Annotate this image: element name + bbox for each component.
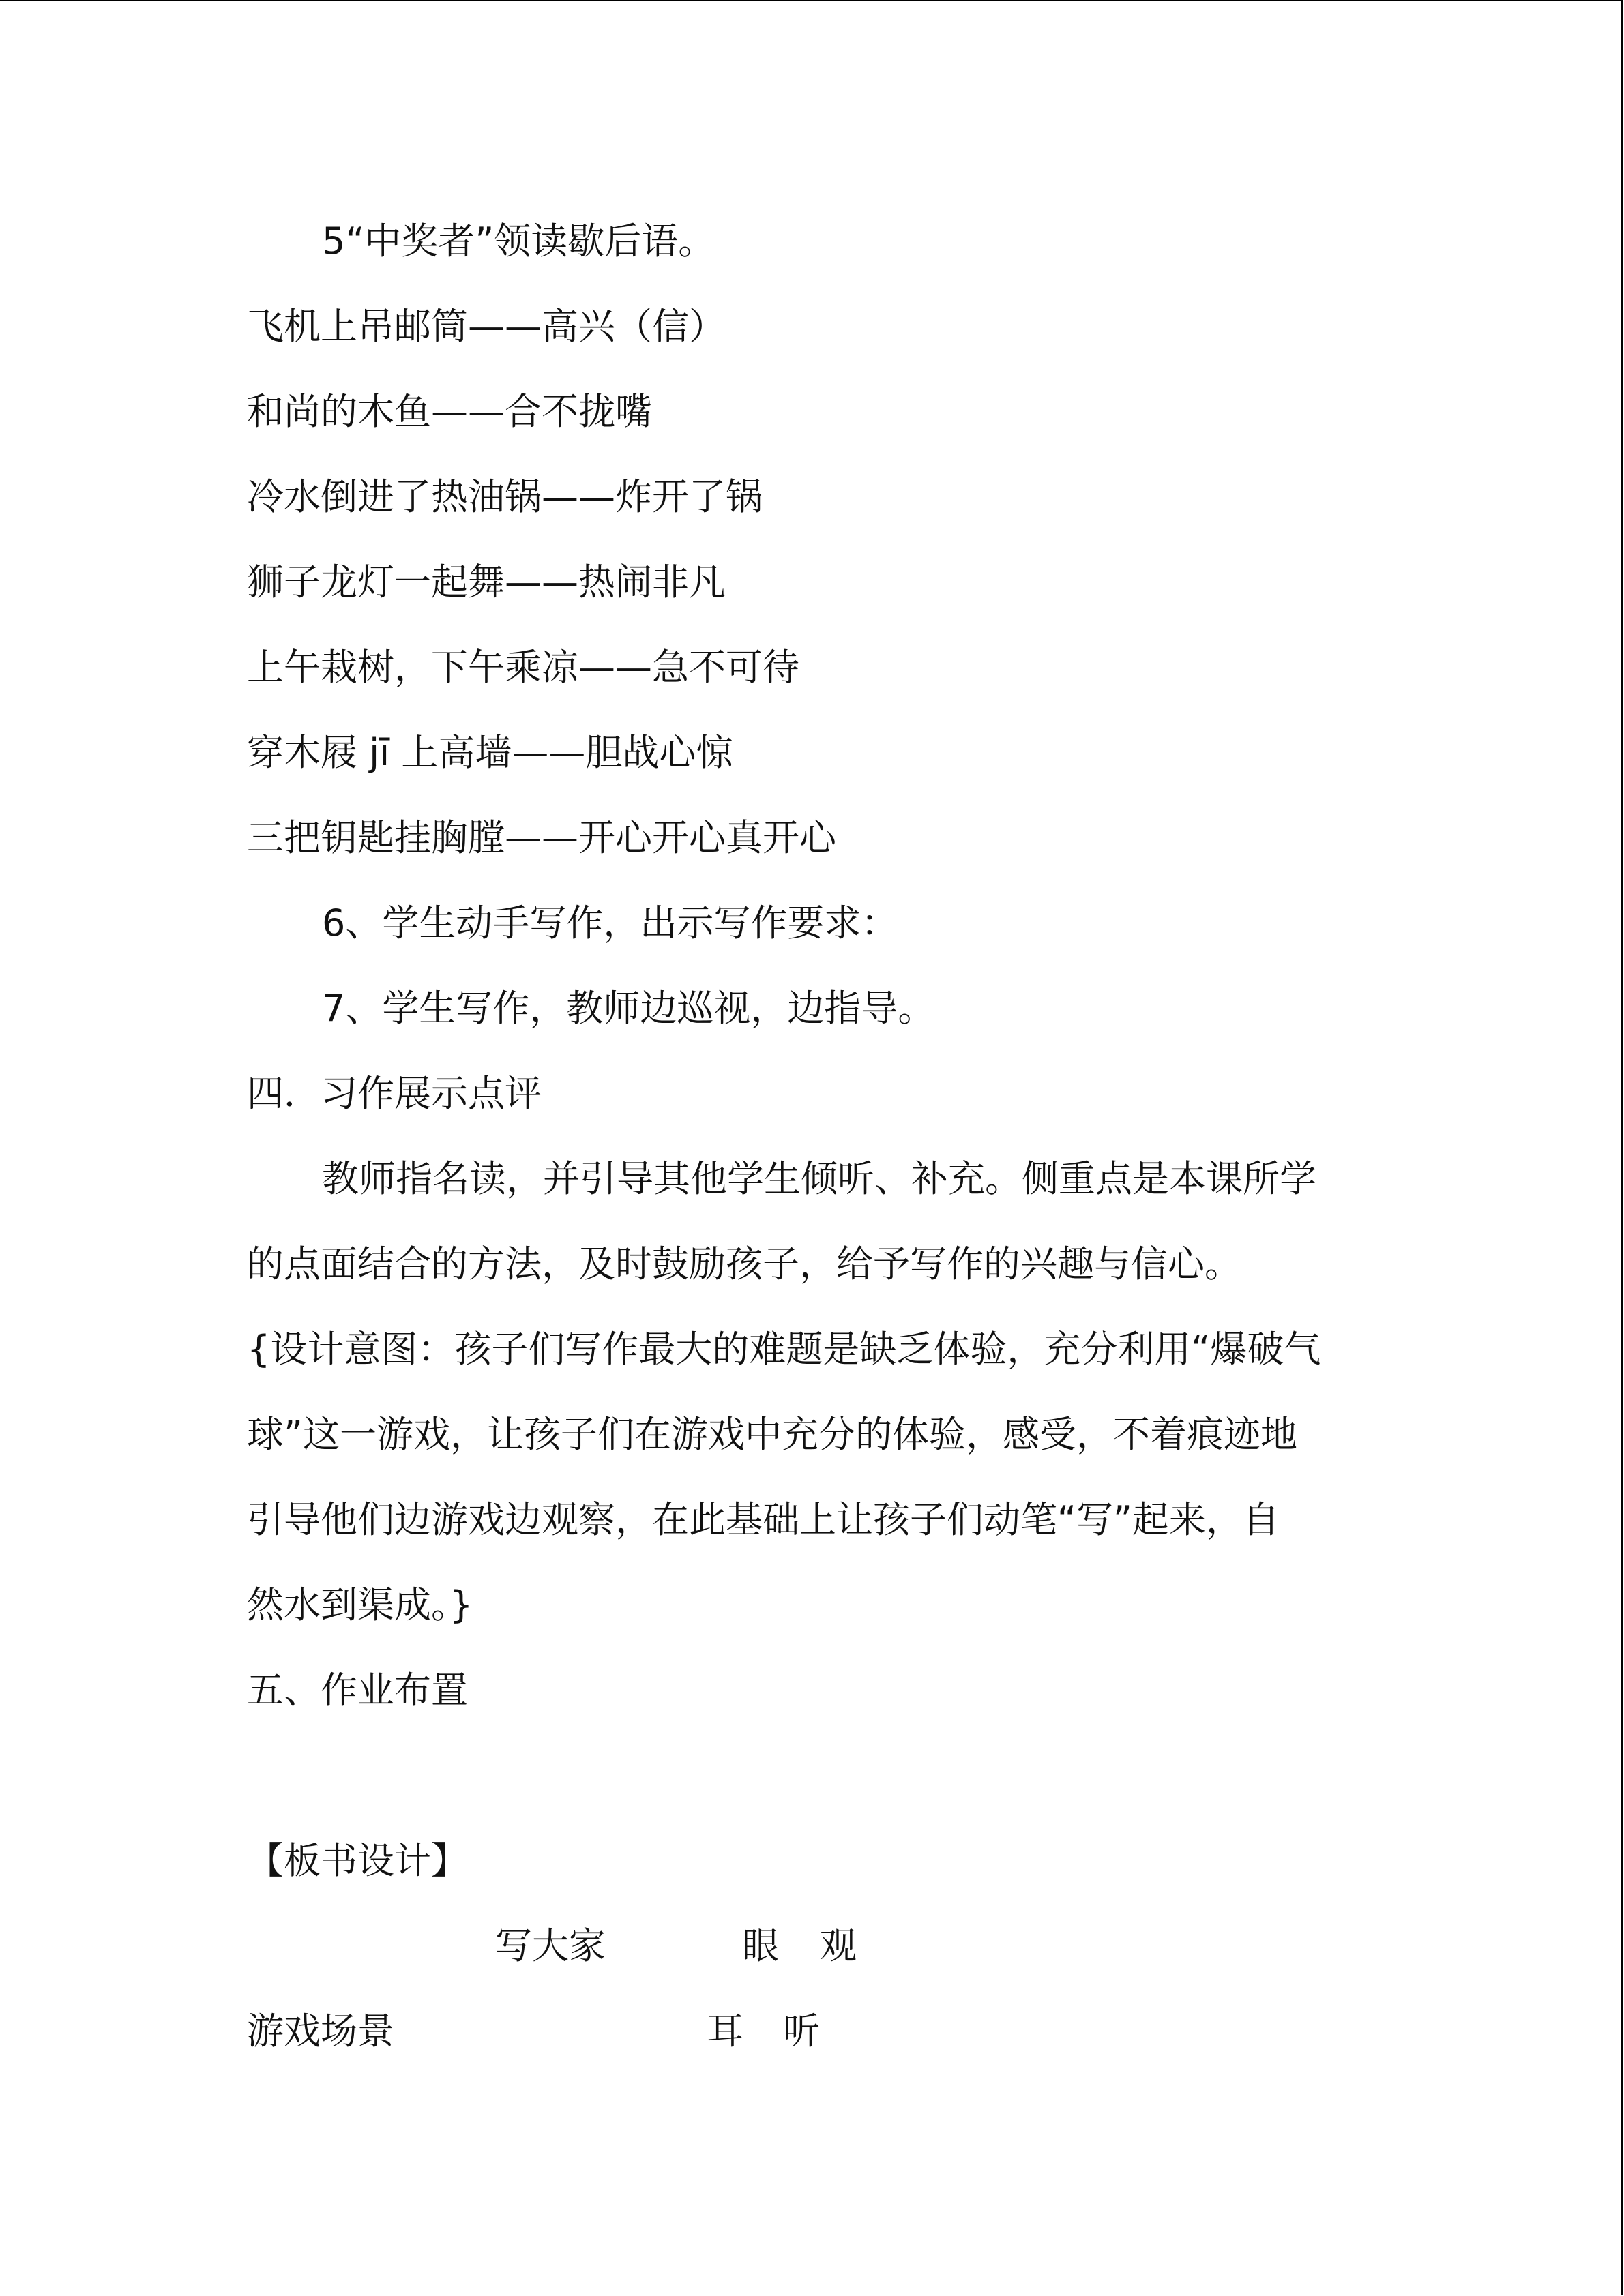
- board-observe: 观: [820, 1924, 857, 1967]
- board-scene: 游戏场景: [247, 2010, 394, 2053]
- paragraph-line: 然水到渠成。}: [247, 1583, 473, 1626]
- section-heading: 五、作业布置: [247, 1669, 468, 1712]
- paragraph-line: 的点面结合的方法，及时鼓励孩子，给予写作的兴趣与信心。: [247, 1242, 1241, 1285]
- board-heading: 【板书设计】: [247, 1839, 468, 1882]
- text-line: 5“中奖者”领读歇后语。: [322, 220, 715, 263]
- board-title: 写大家: [495, 1924, 606, 1967]
- board-eye: 眼: [742, 1924, 779, 1967]
- section-heading: 四．习作展示点评: [247, 1072, 542, 1115]
- text-line: 和尚的木鱼——合不拢嘴: [247, 390, 652, 433]
- paragraph-line: {设计意图：孩子们写作最大的难题是缺乏体验，充分利用“爆破气: [247, 1328, 1321, 1371]
- board-ear: 耳: [707, 2010, 743, 2053]
- paragraph-line: 教师指名读，并引导其他学生倾听、补充。侧重点是本课所学: [322, 1157, 1316, 1200]
- paragraph-line: 球”这一游戏，让孩子们在游戏中充分的体验，感受，不着痕迹地: [247, 1413, 1297, 1456]
- paragraph-line: 引导他们边游戏边观察，在此基础上让孩子们动笔“写”起来，自: [247, 1498, 1280, 1541]
- text-line: 6、学生动手写作，出示写作要求：: [322, 901, 898, 944]
- text-line: 上午栽树，下午乘凉——急不可待: [247, 646, 799, 689]
- text-line: 狮子龙灯一起舞——热闹非凡: [247, 561, 726, 603]
- text-line: 7、学生写作，教师边巡视，边指导。: [322, 987, 935, 1030]
- board-listen: 听: [783, 2010, 820, 2053]
- text-line: 飞机上吊邮筒——高兴（信）: [247, 305, 726, 348]
- text-line: 穿木屐 jī 上高墙——胆战心惊: [247, 731, 733, 774]
- text-line: 三把钥匙挂胸膛——开心开心真开心: [247, 816, 836, 859]
- text-line: 冷水倒进了热油锅——炸开了锅: [247, 475, 763, 518]
